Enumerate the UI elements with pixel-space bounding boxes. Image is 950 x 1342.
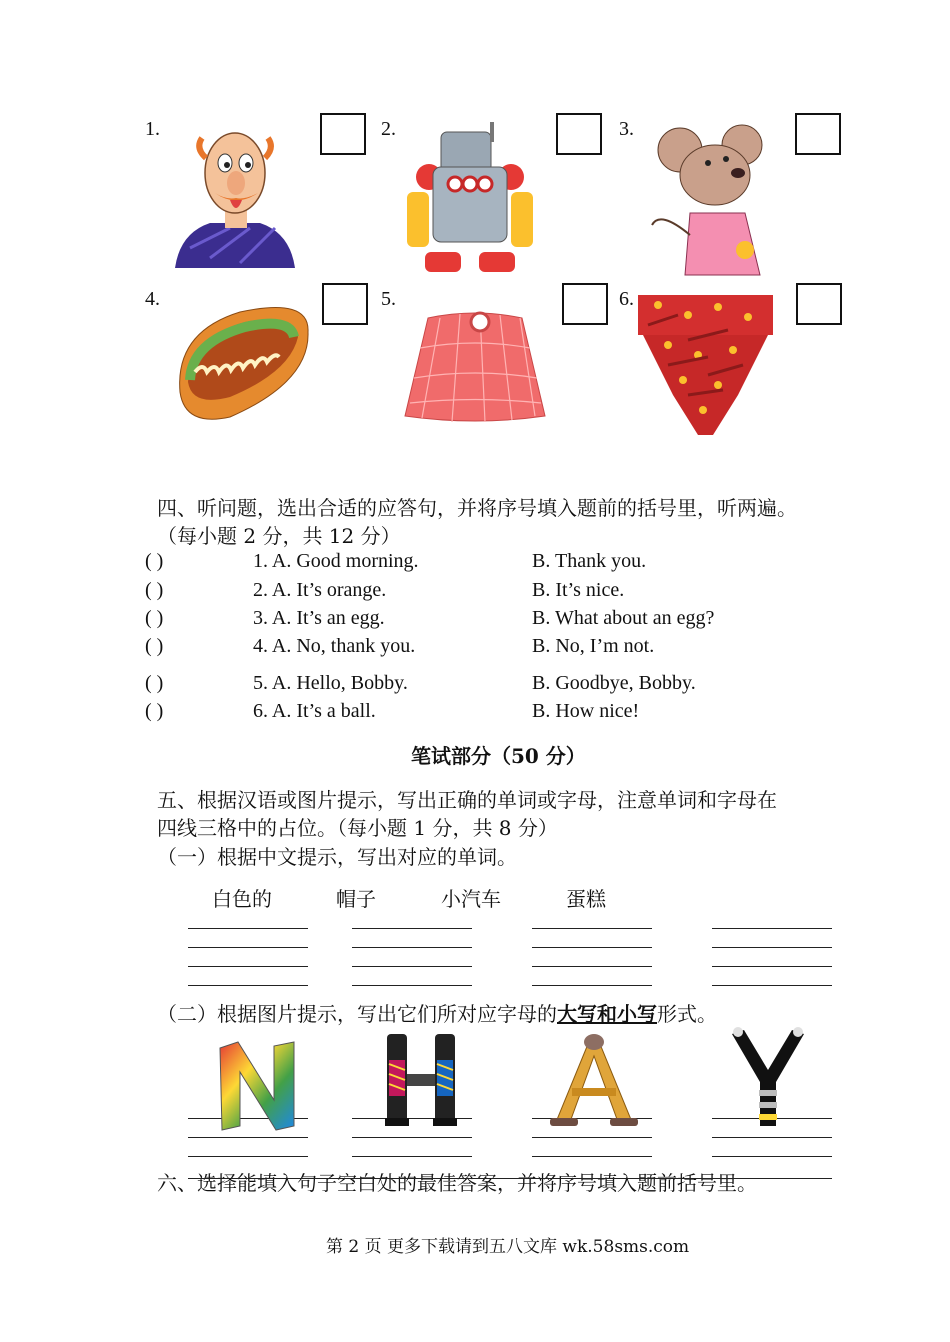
strike-line xyxy=(188,1178,832,1179)
answer-paren-1[interactable]: ( ) xyxy=(145,550,164,572)
option-b-3: B. What about an egg? xyxy=(532,607,715,629)
letter-h-binoculars-icon xyxy=(383,1030,459,1128)
picture-number-4: 4. xyxy=(145,288,160,310)
option-a-1: 1. A. Good morning. xyxy=(253,550,419,572)
hotdog-icon xyxy=(170,302,315,427)
section5-part1: （一）根据中文提示，写出对应的单词。 xyxy=(157,845,517,869)
option-b-4: B. No, I’m not. xyxy=(532,635,655,657)
option-b-2: B. It’s nice. xyxy=(532,579,625,601)
mouse-icon xyxy=(650,125,775,285)
option-a-4: 4. A. No, thank you. xyxy=(253,635,416,657)
section5-title-line1: 五、根据汉语或图片提示，写出正确的单词或字母，注意单词和字母在 xyxy=(157,788,777,812)
letter-a-icon xyxy=(548,1030,640,1128)
answer-paren-2[interactable]: ( ) xyxy=(145,579,164,601)
answer-paren-4[interactable]: ( ) xyxy=(145,635,164,657)
option-b-6: B. How nice! xyxy=(532,700,640,722)
answer-box-1[interactable] xyxy=(320,113,366,155)
page-footer: 第 2 页 更多下载请到五八文库 wk.58sms.com xyxy=(326,1237,690,1257)
answer-box-6[interactable] xyxy=(796,283,842,325)
answer-box-2[interactable] xyxy=(556,113,602,155)
option-a-6: 6. A. It’s a ball. xyxy=(253,700,376,722)
answer-paren-6[interactable]: ( ) xyxy=(145,700,164,722)
picture-number-3: 3. xyxy=(619,118,634,140)
section5-part2: （二）根据图片提示，写出它们所对应字母的大写和小写形式。 xyxy=(157,1002,717,1026)
option-b-1: B. Thank you. xyxy=(532,550,647,572)
section4-score: （每小题 2 分，共 12 分） xyxy=(157,524,401,548)
word-prompt-4: 蛋糕 xyxy=(566,887,606,911)
option-b-5: B. Goodbye, Bobby. xyxy=(532,672,696,694)
word-prompt-2: 帽子 xyxy=(336,887,376,911)
answer-box-4[interactable] xyxy=(322,283,368,325)
picture-number-1: 1. xyxy=(145,118,160,140)
picture-number-6: 6. xyxy=(619,288,634,310)
letter-y-slingshot-icon xyxy=(728,1026,808,1130)
section4-title: 四、听问题，选出合适的应答句，并将序号填入题前的括号里，听两遍。 xyxy=(157,496,797,520)
word-prompt-3: 小汽车 xyxy=(441,887,501,911)
letter-n-icon xyxy=(218,1040,296,1132)
answer-paren-5[interactable]: ( ) xyxy=(145,672,164,694)
skirt-icon xyxy=(400,308,550,426)
picture-number-2: 2. xyxy=(381,118,396,140)
grandpa-icon xyxy=(170,128,300,273)
option-a-5: 5. A. Hello, Bobby. xyxy=(253,672,408,694)
robot-icon xyxy=(405,122,535,277)
section6-title: 六、选择能填入句子空白处的最佳答案，并将序号填入题前括号里。 xyxy=(157,1171,757,1195)
section5-title-line2: 四线三格中的占位。（每小题 1 分，共 8 分） xyxy=(157,816,558,840)
word-prompt-1: 白色的 xyxy=(212,887,272,911)
option-a-3: 3. A. It’s an egg. xyxy=(253,607,385,629)
picture-number-5: 5. xyxy=(381,288,396,310)
answer-box-5[interactable] xyxy=(562,283,608,325)
option-a-2: 2. A. It’s orange. xyxy=(253,579,387,601)
emphasis-text: 大写和小写 xyxy=(557,1002,657,1026)
firecracker-icon xyxy=(638,295,773,440)
written-section-heading: 笔试部分（50 分） xyxy=(411,744,586,768)
answer-box-3[interactable] xyxy=(795,113,841,155)
answer-paren-3[interactable]: ( ) xyxy=(145,607,164,629)
